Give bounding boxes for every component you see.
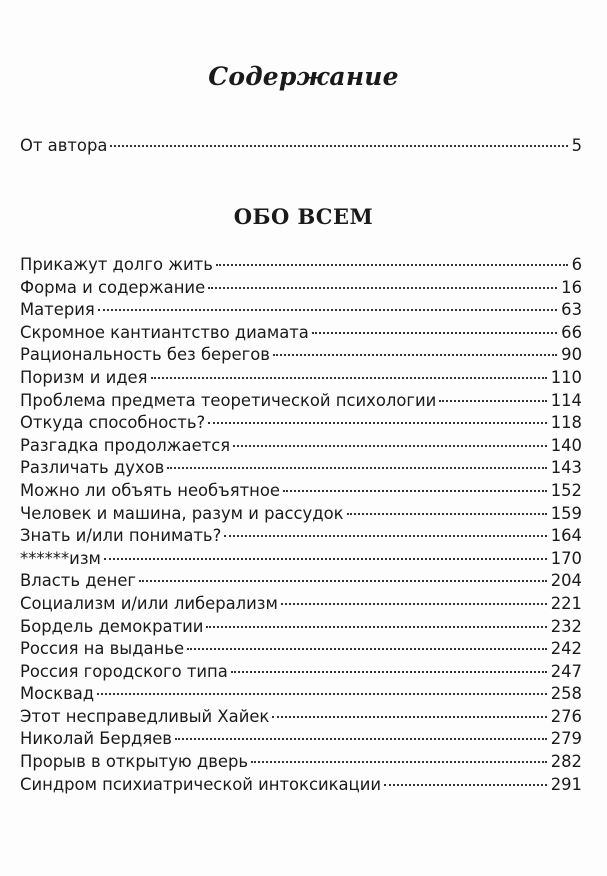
toc-entry-title: Человек и машина, разум и рассудок <box>20 503 344 523</box>
toc-entry <box>20 435 582 458</box>
toc-dot-leader <box>187 648 547 650</box>
toc-entry-title: Власть денег <box>20 571 137 591</box>
toc-dot-leader <box>208 422 547 424</box>
toc-entry-page: 90 <box>561 345 582 365</box>
toc-entry-page: 159 <box>550 503 582 523</box>
toc-entry-page: 221 <box>550 593 582 613</box>
toc-entry-title: Скромное кантиантство диамата <box>20 322 309 342</box>
toc-entry-page: 118 <box>550 413 582 433</box>
toc-dot-leader <box>312 332 557 334</box>
toc-entry-title: Проблема предмета теоретической психологии <box>20 390 437 410</box>
toc-dot-leader <box>224 535 546 537</box>
toc-entry-page: 63 <box>561 300 582 320</box>
toc-entry-page: 247 <box>550 661 582 681</box>
toc-entry-intro <box>20 135 582 157</box>
toc-entry-page: 276 <box>550 706 582 726</box>
toc-dot-leader <box>273 354 557 356</box>
toc-dot-leader <box>439 400 546 402</box>
toc-entry-page: 291 <box>550 774 582 794</box>
toc-entry-page: 6 <box>571 255 582 274</box>
toc-entry-title: Москвад <box>20 684 95 704</box>
toc-entry-title: Николай Бердяев <box>20 729 172 749</box>
toc-entry-title: Знать и/или понимать? <box>20 526 222 546</box>
toc-dot-leader <box>272 716 546 718</box>
toc-dot-leader <box>139 580 547 582</box>
toc-entry <box>20 503 582 526</box>
toc-entry-title: Этот несправедливый Хайек <box>20 706 270 726</box>
toc-entry-title: Откуда способность? <box>20 413 206 433</box>
toc-dot-leader <box>283 490 547 492</box>
toc-entry-page: 279 <box>550 729 582 749</box>
toc-entry-title: Социализм и/или либерализм <box>20 593 278 613</box>
toc-entry <box>20 254 582 277</box>
toc-entry <box>20 661 582 684</box>
toc-entry-title: Различать духов <box>20 458 165 478</box>
toc-entry-page: 143 <box>550 458 582 478</box>
toc-entry-title: Бордель демократии <box>20 616 204 636</box>
toc-entry <box>20 412 582 435</box>
toc-dot-leader <box>206 626 546 628</box>
toc-entry-title: Прорыв в открытую дверь <box>20 752 249 772</box>
toc-dot-leader <box>216 264 568 266</box>
toc-entry-page: 114 <box>550 390 582 410</box>
toc-entry <box>20 548 582 571</box>
toc-entry-page: 232 <box>550 616 582 636</box>
toc-entry-page: 204 <box>550 571 582 591</box>
toc-entry-page: 140 <box>550 435 582 455</box>
toc-entry <box>20 344 582 367</box>
toc-entry-list <box>0 254 607 796</box>
toc-entry <box>20 774 582 797</box>
toc-entry-page: 5 <box>571 136 582 155</box>
toc-entry-title: Форма и содержание <box>20 277 206 297</box>
toc-dot-leader <box>104 558 547 560</box>
toc-dot-leader <box>97 693 547 695</box>
toc-entry-title: Россия на выданье <box>20 639 185 659</box>
toc-entry <box>20 638 582 661</box>
toc-entry-page: 16 <box>561 277 582 297</box>
toc-entry <box>20 525 582 548</box>
toc-dot-leader <box>281 603 547 605</box>
toc-entry-page: 66 <box>561 322 582 342</box>
toc-entry <box>20 457 582 480</box>
toc-entry-title: Россия городского типа <box>20 661 228 681</box>
toc-dot-leader <box>233 445 547 447</box>
toc-entry-title: ******изм <box>20 548 101 568</box>
toc-entry-page: 258 <box>550 684 582 704</box>
toc-dot-leader <box>151 377 547 379</box>
toc-dot-leader <box>110 145 567 147</box>
toc-entry <box>20 593 582 616</box>
toc-entry-title: Рациональность без берегов <box>20 345 270 365</box>
section-heading: ОБО ВСЕМ <box>233 204 374 229</box>
toc-dot-leader <box>384 784 547 786</box>
toc-entry-title: Разгадка продолжается <box>20 435 231 455</box>
toc-entry <box>20 390 582 413</box>
toc-dot-leader <box>231 671 547 673</box>
page-title: Содержание <box>208 62 399 91</box>
toc-entry-page: 282 <box>550 752 582 772</box>
toc-entry-title: От автора <box>20 136 108 155</box>
toc-entry-title: Синдром психиатрической интоксикации <box>20 774 382 794</box>
toc-dot-leader <box>98 309 557 311</box>
toc-entry-title: Материя <box>20 300 95 320</box>
toc-dot-leader <box>167 467 546 469</box>
toc-entry-page: 110 <box>550 367 582 387</box>
toc-entry <box>20 751 582 774</box>
toc-entry-title: Можно ли объять необъятное <box>20 480 280 500</box>
toc-entry <box>20 706 582 729</box>
toc-entry <box>20 683 582 706</box>
toc-entry <box>20 480 582 503</box>
toc-entry <box>20 367 582 390</box>
toc-entry-page: 164 <box>550 526 582 546</box>
toc-dot-leader <box>175 738 547 740</box>
toc-dot-leader <box>208 287 557 289</box>
toc-dot-leader <box>251 761 547 763</box>
toc-entry <box>20 616 582 639</box>
toc-entry-page: 242 <box>550 639 582 659</box>
toc-entry <box>20 299 582 322</box>
toc-entry <box>20 322 582 345</box>
toc-dot-leader <box>347 513 547 515</box>
toc-entry-title: Поризм и идея <box>20 367 148 387</box>
toc-entry-page: 152 <box>550 480 582 500</box>
toc-entry-title: Прикажут долго жить <box>20 255 213 274</box>
toc-entry <box>20 570 582 593</box>
toc-entry-page: 170 <box>550 548 582 568</box>
toc-entry <box>20 728 582 751</box>
toc-entry <box>20 277 582 300</box>
